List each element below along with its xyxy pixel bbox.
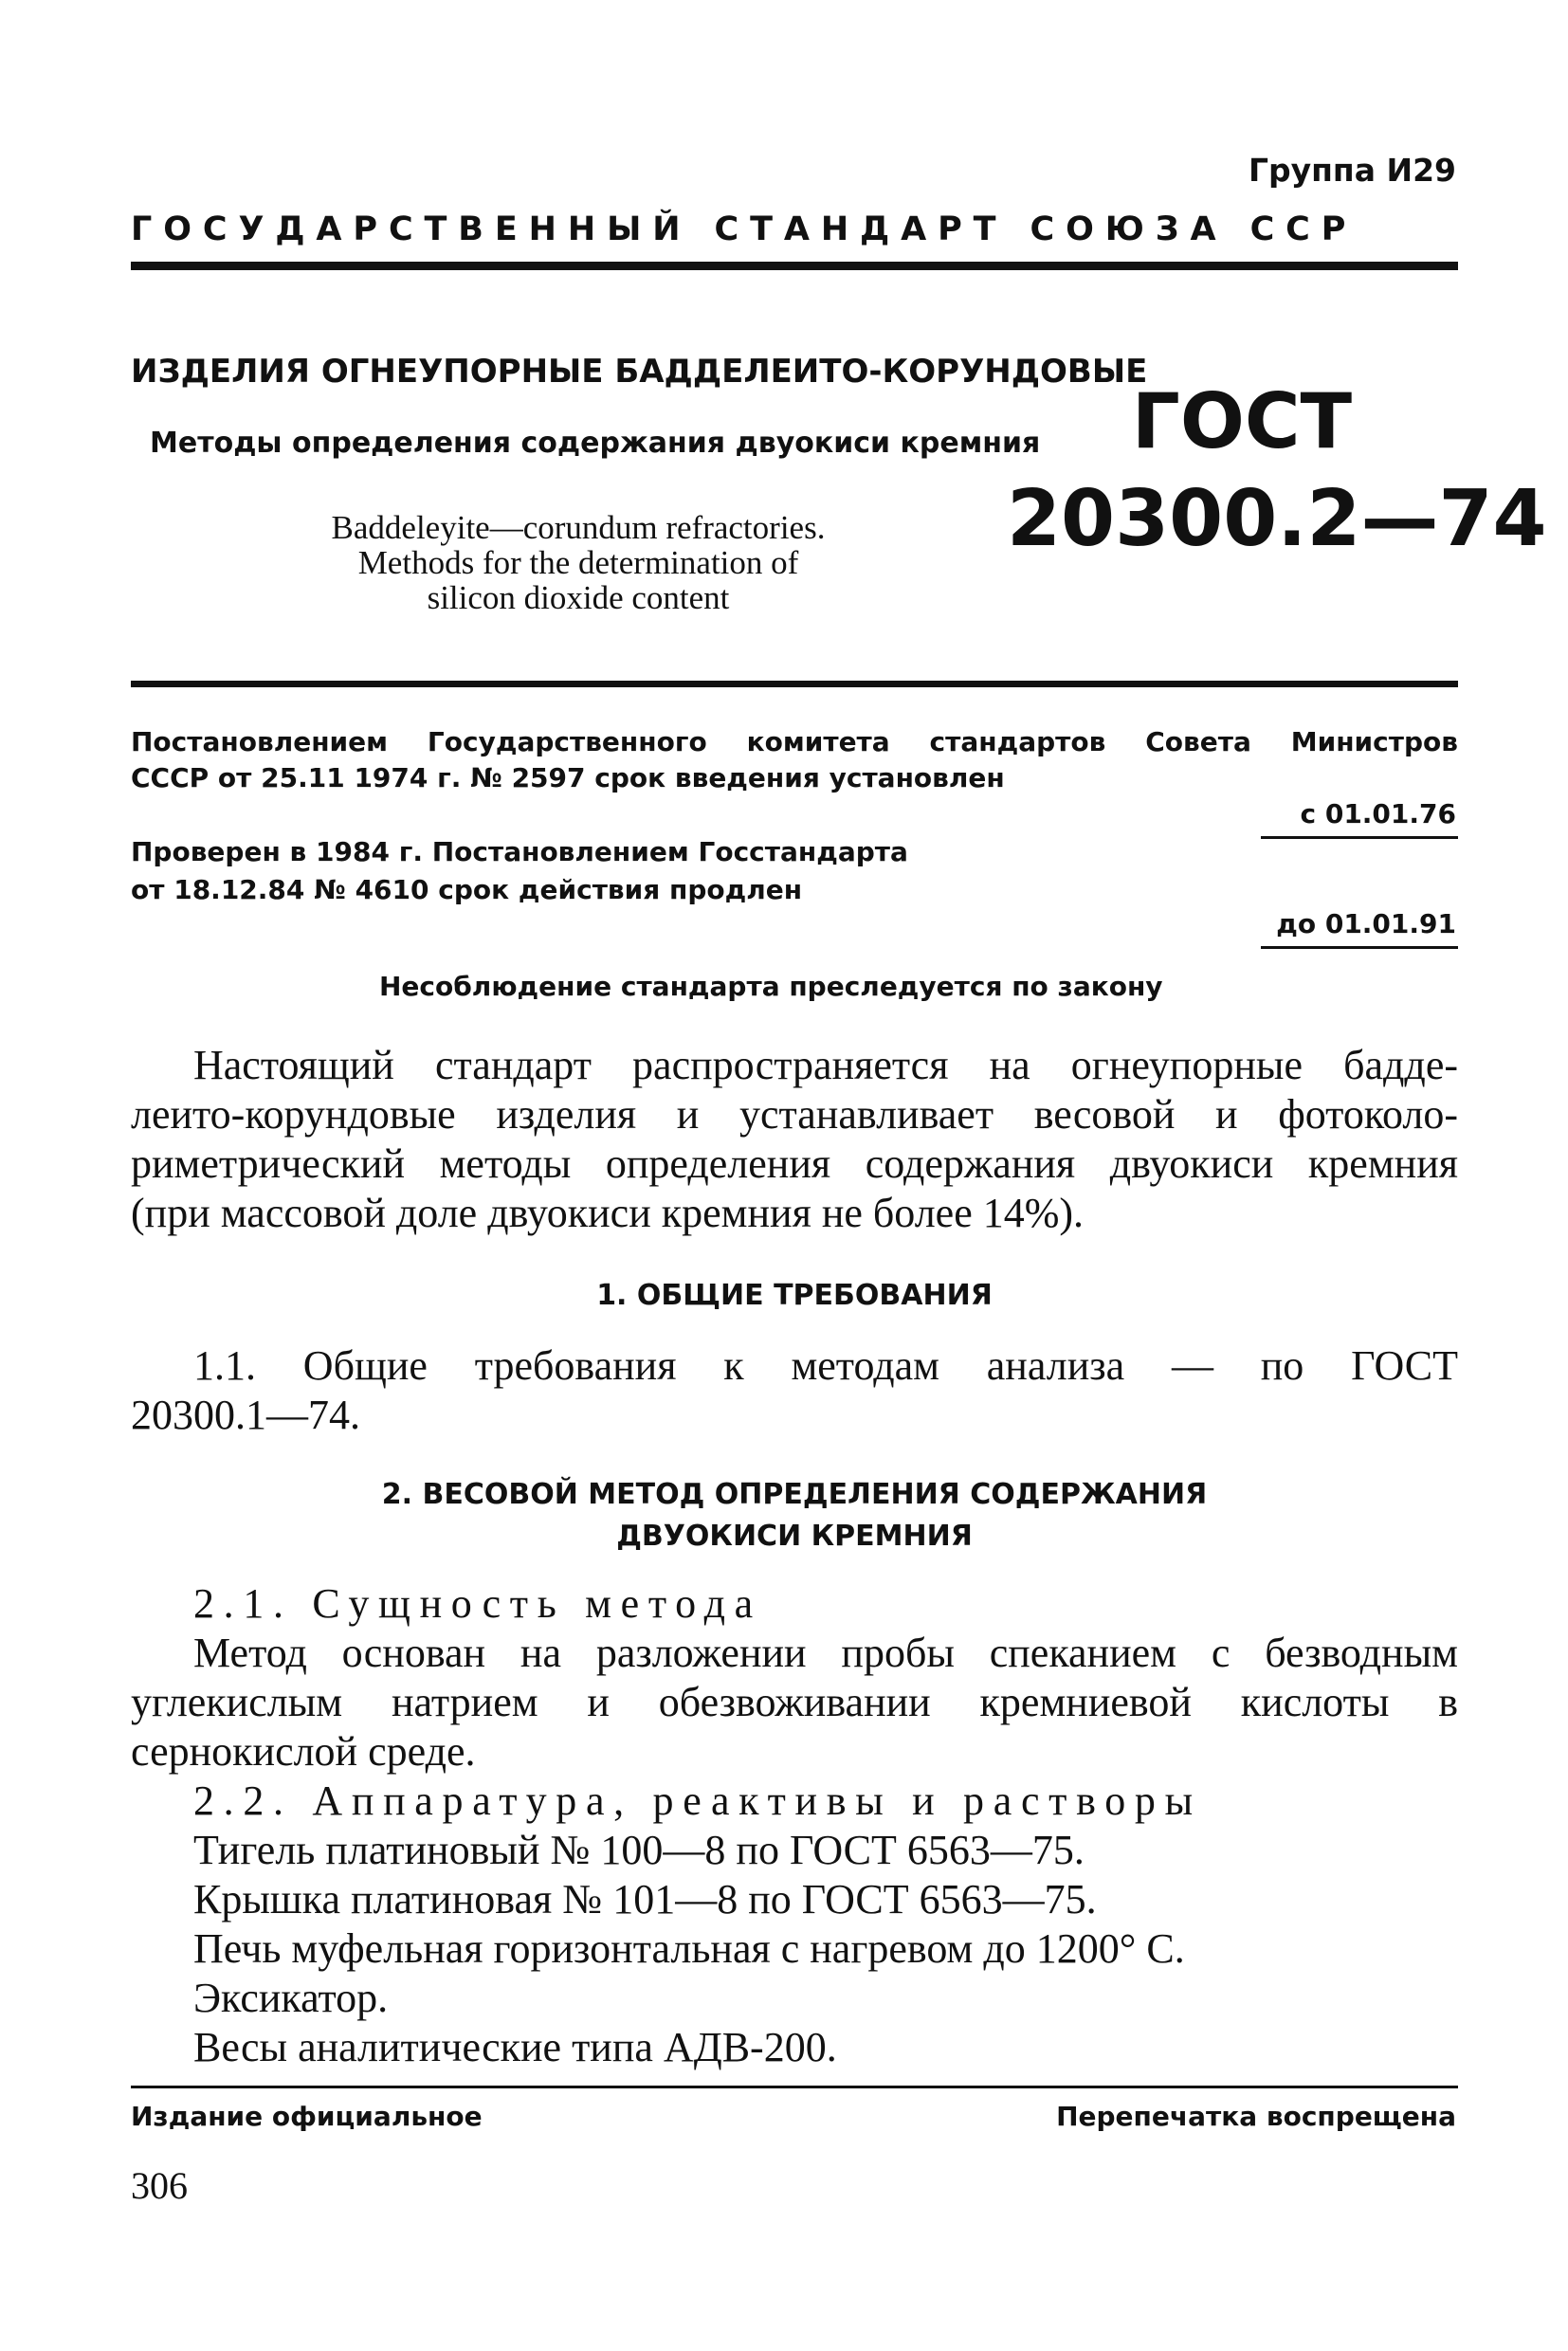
section-1-paragraph (131, 1341, 1458, 1440)
paragraph-line: 1.1. Общие требования к методам анализа — по ГОСТ (193, 1342, 1458, 1389)
group-code: Группа И29 (1248, 152, 1456, 189)
state-standard-header: ГОСУДАРСТВЕННЫЙ СТАНДАРТ СОЮЗА ССР (131, 210, 1358, 248)
paragraph-line: леито-корундовые изделия и устанавливает весовой и фотоколо- (131, 1091, 1458, 1138)
review-line: Проверен в 1984 г. Постановлением Госстандарта (131, 836, 908, 867)
english-title (275, 510, 882, 615)
legal-notice: Несоблюдение стандарта преследуется по закону (379, 971, 1163, 1002)
section-heading-line: ДВУОКИСИ КРЕМНИЯ (616, 1520, 973, 1553)
review-line: от 18.12.84 № 4610 срок действия продлен (131, 874, 803, 905)
expiry-date: до 01.01.91 (1276, 908, 1456, 939)
intro-paragraph (131, 1041, 1458, 1238)
list-item: Эксикатор. (193, 1975, 389, 2021)
effective-date: с 01.01.76 (1300, 798, 1456, 829)
paragraph-line: углекислым натрием и обезвоживании кремниевой кислоты в (131, 1679, 1458, 1725)
decree-line: Постановлением Государственного комитета стандартов Совета Министров (131, 726, 1458, 757)
header-rule (131, 262, 1458, 270)
list-item: Печь муфельная горизонтальная с нагревом до 1200° С. (193, 1925, 1185, 1972)
reprint-note: Перепечатка воспрещена (1056, 2101, 1456, 2132)
english-title-line: silicon dioxide content (427, 579, 730, 616)
subsection-title: 2.2. Аппаратура, реактивы и растворы (193, 1777, 1202, 1824)
section-heading (131, 1474, 1458, 1558)
paragraph-line: (при массовой доле двуокиси кремния не более 14%). (131, 1190, 1085, 1236)
title-rule (131, 681, 1458, 687)
effective-date-rule (1261, 836, 1458, 839)
gost-number: 20300.2—74 (1007, 474, 1547, 564)
footer-rule (131, 2086, 1458, 2088)
english-title-line: Baddeleyite—corundum refractories. (331, 509, 826, 546)
page-number: 306 (131, 2164, 188, 2207)
paragraph-line: Настоящий стандарт распространяется на огнеупорные бадде- (193, 1042, 1458, 1088)
decree-line: СССР от 25.11 1974 г. № 2597 срок введения установлен (131, 762, 1005, 793)
subsection-title: 2.1. Сущность метода (193, 1580, 762, 1627)
paragraph-line: риметрический методы определения содержания двуокиси кремния (131, 1140, 1458, 1187)
section-heading: 1. ОБЩИЕ ТРЕБОВАНИЯ (596, 1279, 993, 1312)
list-item: Крышка платиновая № 101—8 по ГОСТ 6563—75. (193, 1876, 1097, 1923)
document-subtitle: Методы определения содержания двуокиси кремния (150, 427, 1041, 460)
paragraph-line: 20300.1—74. (131, 1392, 360, 1438)
english-title-line: Methods for the determination of (357, 544, 799, 581)
section-2-body (131, 1579, 1458, 2072)
list-item: Тигель платиновый № 100—8 по ГОСТ 6563—75. (193, 1827, 1085, 1873)
paragraph-line: Метод основан на разложении пробы спеканием с безводным (193, 1630, 1458, 1676)
paragraph-line: сернокислой среде. (131, 1728, 476, 1775)
edition-note: Издание официальное (131, 2101, 483, 2132)
document-title: ИЗДЕЛИЯ ОГНЕУПОРНЫЕ БАДДЕЛЕИТО-КОРУНДОВЫЕ (131, 353, 1148, 391)
gost-label: ГОСТ (1131, 377, 1353, 465)
list-item: Весы аналитические типа АДВ-200. (193, 2024, 837, 2070)
expiry-date-rule (1261, 946, 1458, 949)
section-heading-line: 2. ВЕСОВОЙ МЕТОД ОПРЕДЕЛЕНИЯ СОДЕРЖАНИЯ (381, 1478, 1208, 1511)
